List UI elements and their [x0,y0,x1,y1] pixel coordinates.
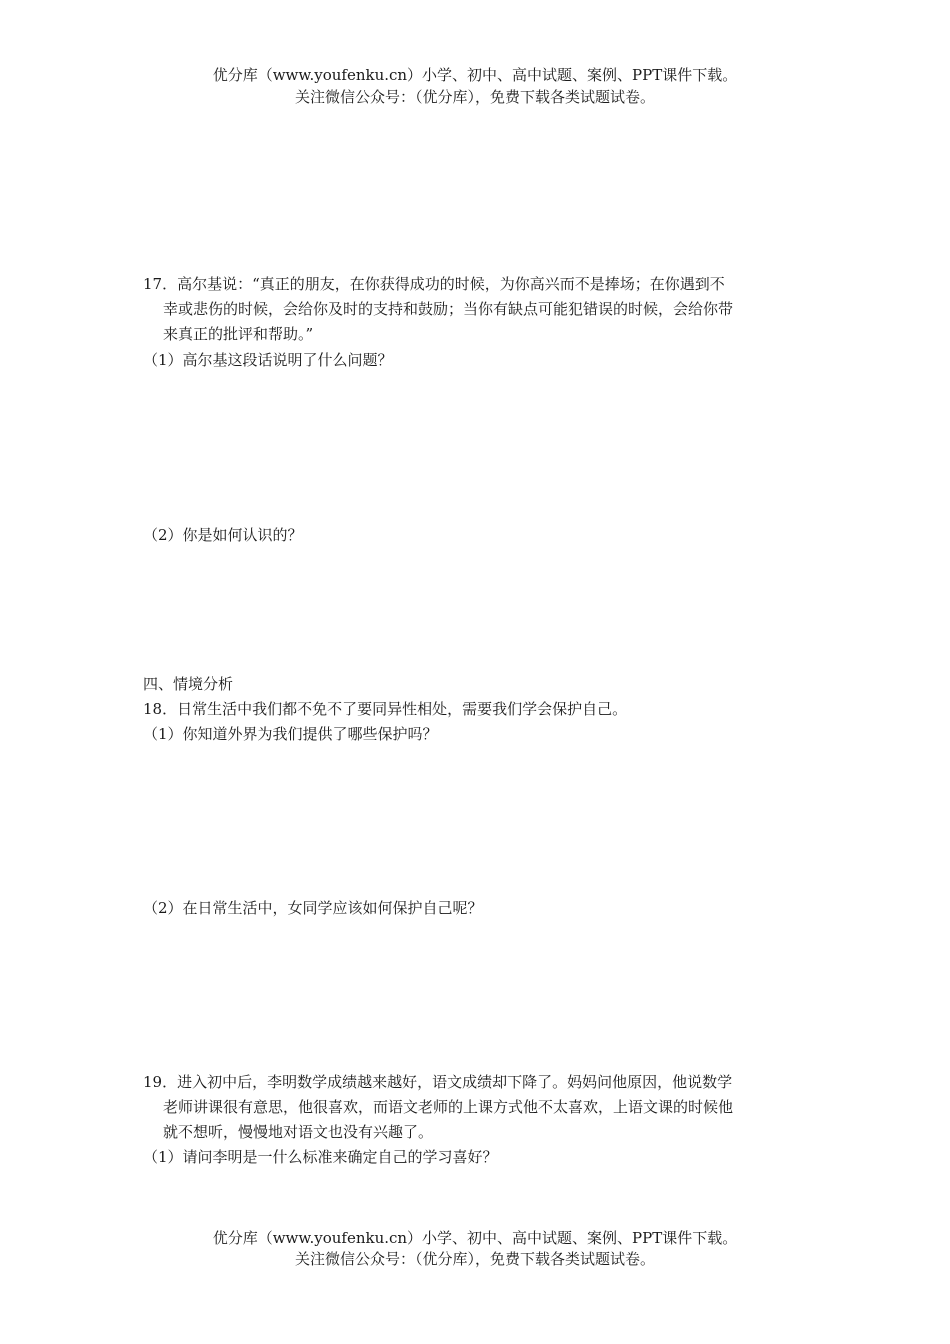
footer-line-1: 优分库（www.youfenku.cn）小学、初中、高中试题、案例、PPT课件下载。 [212,1229,738,1247]
q19-subquestion-1: （1）请问李明是一什么标准来确定自己的学习喜好？ [143,1148,498,1166]
q19-text-line-1: 19．进入初中后，李明数学成绩越来越好，语文成绩却下降了。妈妈问他原因，他说数学 [143,1073,733,1091]
q17-subquestion-1: （1）高尔基这段话说明了什么问题？ [143,351,393,369]
header-line-1: 优分库（www.youfenku.cn）小学、初中、高中试题、案例、PPT课件下载。 [212,66,738,84]
header-line-2: 关注微信公众号：（优分库），免费下载各类试题试卷。 [294,88,655,106]
q18-text-line-1: 18．日常生活中我们都不免不了要同异性相处，需要我们学会保护自己。 [143,700,628,718]
q19-text-line-2: 老师讲课很有意思，他很喜欢，而语文老师的上课方式他不太喜欢，上语文课的时候他 [163,1098,734,1116]
q17-text-line-2: 幸或悲伤的时候，会给你及时的支持和鼓励；当你有缺点可能犯错误的时候，会给你带 [163,300,734,318]
q17-text-line-1: 17．高尔基说：“真正的朋友，在你获得成功的时候，为你高兴而不是捧场；在你遇到不 [143,275,725,293]
q18-subquestion-1: （1）你知道外界为我们提供了哪些保护吗？ [143,725,438,743]
q18-subquestion-2: （2）在日常生活中，女同学应该如何保护自己呢？ [143,899,483,917]
q17-subquestion-2: （2）你是如何认识的？ [143,526,303,544]
section-title-situation-analysis: 四、情境分析 [143,675,234,693]
q19-text-line-3: 就不想听，慢慢地对语文也没有兴趣了。 [163,1123,434,1141]
q17-text-line-3: 来真正的批评和帮助。” [163,325,314,343]
footer-line-2: 关注微信公众号：（优分库），免费下载各类试题试卷。 [294,1250,655,1268]
